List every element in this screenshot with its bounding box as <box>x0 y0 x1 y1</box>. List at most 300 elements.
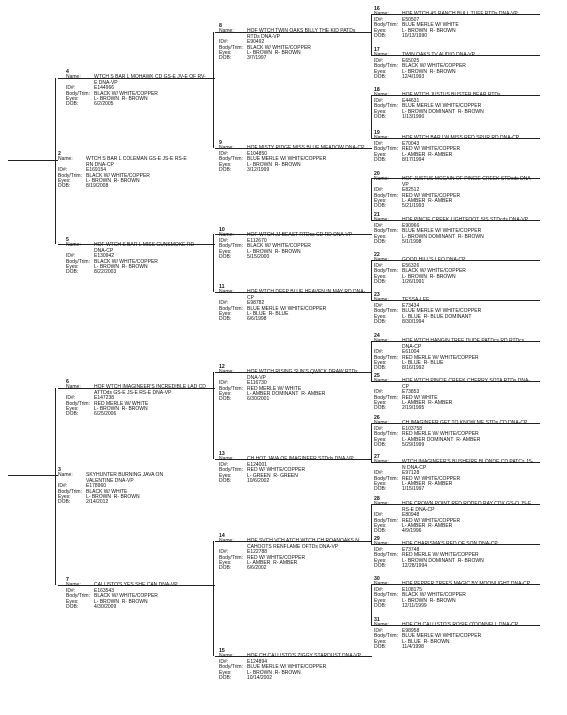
dog-name-value: HOF WTCH HANGIN TREE DUDE PATDcs RD RTDcs DNA-CP <box>402 338 525 350</box>
right-eye: R- BROWN <box>423 638 450 645</box>
left-eye: L- GREEN <box>247 472 274 479</box>
date-of-birth-value: 12/28/1994 <box>402 563 428 570</box>
date-of-birth-label: DOB: <box>374 644 387 651</box>
body-trim-value: BLACK W/ WHITE/COPPER <box>402 63 466 70</box>
dog-name-row <box>374 379 534 390</box>
registration-id-label: ID#: <box>374 16 384 23</box>
date-of-birth-label: DOB: <box>374 486 387 493</box>
dog-name-row <box>374 460 534 471</box>
right-eye: R- BROWN <box>121 264 148 271</box>
left-eye: L- AMBER DOMINANT <box>247 391 302 398</box>
date-of-birth-value: 5/15/2000 <box>247 254 270 261</box>
body-trim-value: RED W/ WHITE <box>402 394 438 401</box>
body-trim-value: BLACK W/ WHITE/COPPER <box>247 243 311 250</box>
body-trim-value: BLUE MERLE W/ WHITE/COPPER <box>402 228 482 235</box>
bracket-line <box>213 541 214 656</box>
dog-entry-2 <box>58 152 188 190</box>
position-number: 23 <box>374 292 380 298</box>
dog-entry-17 <box>374 48 534 80</box>
dog-name-label: Name: <box>374 581 389 588</box>
registration-id-label: ID#: <box>219 658 229 665</box>
date-of-birth-label: DOB: <box>374 74 387 81</box>
dog-name-row <box>374 502 534 513</box>
registration-id-label: ID#: <box>66 85 76 92</box>
bracket-line <box>371 178 372 220</box>
bracket-line <box>371 260 372 300</box>
dog-entry-10 <box>219 228 369 260</box>
right-eye: R- AMBER <box>456 436 481 443</box>
dog-name-value: SKYHUNTER BURNING JAVA ON VALENTINE DNA-VP <box>86 472 164 484</box>
dog-name-label: Name: <box>66 582 81 589</box>
registration-id-value: E73434 <box>402 302 420 309</box>
registration-id-value: E44631 <box>402 97 420 104</box>
bracket-line <box>371 341 372 381</box>
date-of-birth-row <box>219 566 369 571</box>
right-eye: R- BROWN <box>457 108 484 115</box>
dog-name-row <box>66 243 206 254</box>
body-trim-value: BLACK W/ WHITE <box>86 488 128 495</box>
dog-name-value: HOF JUSTUS MCCAIN OF PINCIE CREEK STDcds DNA-VP <box>402 176 533 188</box>
date-of-birth-value: 12/11/1999 <box>402 603 427 610</box>
eyes-label: Eyes: <box>374 360 387 367</box>
bracket-line <box>55 78 56 244</box>
registration-id-value: E124894 <box>247 658 268 665</box>
eyes-label: Eyes: <box>374 313 387 320</box>
registration-id-value: E103758 <box>402 425 423 432</box>
dog-name-row <box>219 29 369 40</box>
date-of-birth-row <box>219 479 369 484</box>
dog-name-label: Name: <box>374 257 389 264</box>
dog-name-value: CALLISTO'S YES SHE CAN DNA-VP <box>94 582 178 589</box>
position-number: 8 <box>219 23 222 29</box>
body-trim-label: Body/Trim: <box>58 488 82 495</box>
right-eye: R- BLUE DOMINANT <box>423 313 472 320</box>
position-number: 13 <box>219 451 225 457</box>
dog-name-value: HOF WTCH PINCIE CREEK CHERRY SOTA RTDs DNA-CP <box>402 378 530 390</box>
left-eye: L- AMBER <box>402 198 429 205</box>
left-eye: L- BLUE <box>402 638 424 645</box>
dog-name-label: Name: <box>58 472 73 479</box>
left-eye: L- BLUE <box>247 311 269 318</box>
position-number: 3 <box>58 467 61 473</box>
right-eye: R- AMBER <box>428 198 453 205</box>
dog-name-value: WTCH S BAR L MOHAWK CD GS-E JV-E OF RV-E DNA-VP <box>94 74 206 86</box>
eyes-label: Eyes: <box>219 560 232 567</box>
registration-id-value: E124001 <box>247 461 268 468</box>
dog-name-value: HOF CH CALLISTO'S ZIGGY STARDUST DNA-VP <box>247 653 361 660</box>
date-of-birth-label: DOB: <box>374 528 387 535</box>
dog-name-row <box>374 339 534 350</box>
right-eye: R- AMBER <box>428 523 453 530</box>
date-of-birth-value: 4/30/2009 <box>94 604 117 611</box>
registration-id-value: E90966 <box>402 222 420 229</box>
date-of-birth-value: 10/13/1990 <box>402 33 428 40</box>
body-trim-value: BLACK W/ WHITE/COPPER <box>402 592 466 599</box>
body-trim-label: Body/Trim: <box>219 467 243 474</box>
dog-entry-25 <box>374 374 534 412</box>
date-of-birth-label: DOB: <box>374 203 387 210</box>
dog-entry-6 <box>66 380 206 418</box>
eyes-label: Eyes: <box>374 638 387 645</box>
left-eye: L- BROWN <box>86 494 114 501</box>
registration-id-label: ID#: <box>374 389 384 396</box>
right-eye: R- BROWN <box>121 406 148 413</box>
body-trim-label: Body/Trim: <box>374 431 398 438</box>
left-eye: L- AMBER <box>402 481 429 488</box>
body-trim-value: BLUE MERLE W/ WHITE/COPPER <box>402 103 482 110</box>
eyes-label: Eyes: <box>374 597 387 604</box>
right-eye: R- AMBER <box>428 400 453 407</box>
date-of-birth-value: 4/9/1996 <box>402 528 422 535</box>
position-number: 18 <box>374 87 380 93</box>
body-trim-value: RED MERLE W/ WHITE/COPPER <box>402 354 479 361</box>
date-of-birth-row <box>219 56 369 61</box>
body-trim-label: Body/Trim: <box>374 633 398 640</box>
date-of-birth-label: DOB: <box>219 478 232 485</box>
body-trim-label: Body/Trim: <box>374 475 398 482</box>
right-eye: R- BROWN <box>113 178 140 185</box>
dog-entry-13 <box>219 452 369 484</box>
date-of-birth-value: 5/1/1998 <box>402 239 422 246</box>
bracket-line <box>213 32 214 148</box>
date-of-birth-row <box>219 317 369 322</box>
left-eye: L- BROWN <box>402 27 430 34</box>
dog-entry-3 <box>58 468 188 506</box>
registration-id-value: E50507 <box>402 16 420 23</box>
date-of-birth-row <box>374 564 534 569</box>
right-eye: R- BROWN <box>121 96 148 103</box>
body-trim-label: Body/Trim: <box>374 228 398 235</box>
bracket-line <box>213 372 214 459</box>
date-of-birth-value: 8/16/1992 <box>402 365 425 372</box>
eyes-label: Eyes: <box>374 198 387 205</box>
dog-name-row <box>66 75 206 86</box>
body-trim-value: BLUE MERLE W/ WHITE/COPPER <box>247 664 327 671</box>
dog-name-value: HOF PINCIE CREEK LIGHTFOOT SIS STDcds DNA-VP <box>402 217 529 224</box>
date-of-birth-row <box>374 158 534 163</box>
date-of-birth-label: DOB: <box>374 33 387 40</box>
right-eye: R- BROWN <box>274 248 301 255</box>
date-of-birth-label: DOB: <box>374 442 387 449</box>
position-number: 30 <box>374 576 380 582</box>
left-eye: L- BROWN <box>402 597 430 604</box>
right-eye: R- BROWN <box>121 598 148 605</box>
registration-id-label: ID#: <box>374 349 384 356</box>
dog-name-label: Name: <box>374 135 389 142</box>
date-of-birth-label: DOB: <box>58 499 71 506</box>
left-eye: L- BROWN DOMINANT <box>402 233 458 240</box>
dog-name-value: HOF MISTY RIDGE MISS BLUE MEADOW DNA-CP <box>247 145 365 152</box>
date-of-birth-row <box>58 500 188 505</box>
body-trim-label: Body/Trim: <box>374 146 398 153</box>
date-of-birth-row <box>66 270 206 275</box>
body-trim-label: Body/Trim: <box>66 258 90 265</box>
eyes-label: Eyes: <box>58 494 71 501</box>
body-trim-label: Body/Trim: <box>374 192 398 199</box>
date-of-birth-value: 2/14/2012 <box>86 499 109 506</box>
position-number: 11 <box>219 284 225 290</box>
date-of-birth-value: 8/22/2003 <box>94 269 117 276</box>
dog-name-label: Name: <box>219 456 234 463</box>
left-eye: L- AMBER <box>247 560 274 567</box>
date-of-birth-label: DOB: <box>219 316 232 323</box>
dog-entry-14 <box>219 534 369 572</box>
left-eye: L- BROWN <box>402 68 430 75</box>
date-of-birth-label: DOB: <box>374 239 387 246</box>
dog-name-row <box>58 157 188 168</box>
body-trim-label: Body/Trim: <box>374 394 398 401</box>
dog-name-value: HOF WTCH JJ BEAST RTDcs CD RD DNA-VP <box>247 232 353 239</box>
dog-name-label: Name: <box>219 28 234 35</box>
dog-entry-7 <box>66 578 206 610</box>
eyes-label: Eyes: <box>374 108 387 115</box>
eyes-label: Eyes: <box>374 400 387 407</box>
registration-id-value: E169154 <box>86 167 107 174</box>
position-number: 4 <box>66 69 69 75</box>
date-of-birth-label: DOB: <box>374 114 387 121</box>
date-of-birth-row <box>58 184 188 189</box>
body-trim-value: RED MERLE W/ WHITE <box>247 385 302 392</box>
dog-name-label: Name: <box>374 217 389 224</box>
eyes-label: Eyes: <box>219 472 232 479</box>
dog-name-row <box>219 370 369 381</box>
dog-name-label: Name: <box>219 232 234 239</box>
position-number: 28 <box>374 496 380 502</box>
body-trim-label: Body/Trim: <box>219 243 243 250</box>
bracket-line <box>8 160 58 161</box>
bracket-line <box>371 584 372 625</box>
registration-id-label: ID#: <box>219 549 229 556</box>
registration-id-label: ID#: <box>219 39 229 46</box>
registration-id-label: ID#: <box>66 395 76 402</box>
registration-id-value: E98782 <box>247 300 265 307</box>
right-eye: R- AMBER <box>428 481 453 488</box>
registration-id-label: ID#: <box>374 627 384 634</box>
registration-id-value: E61004 <box>402 349 420 356</box>
date-of-birth-value: 5/29/1999 <box>402 442 425 449</box>
position-number: 6 <box>66 379 69 385</box>
registration-id-label: ID#: <box>374 512 384 519</box>
date-of-birth-value: 1/26/1991 <box>402 279 425 286</box>
position-number: 17 <box>374 47 380 53</box>
left-eye: L- AMBER <box>402 523 429 530</box>
dog-entry-4 <box>66 70 206 108</box>
body-trim-value: RED MERLE W/ WHITE <box>94 400 149 407</box>
date-of-birth-row <box>66 412 206 417</box>
position-number: 29 <box>374 536 380 542</box>
registration-id-label: ID#: <box>374 187 384 194</box>
dog-name-row <box>66 385 206 396</box>
registration-id-value: E80948 <box>402 512 420 519</box>
bracket-line <box>55 388 56 585</box>
dog-name-label: Name: <box>219 538 234 545</box>
registration-id-label: ID#: <box>374 222 384 229</box>
body-trim-label: Body/Trim: <box>374 308 398 315</box>
registration-id-value: E144966 <box>94 85 115 92</box>
date-of-birth-value: 6/6/2002 <box>247 565 267 572</box>
dog-name-label: Name: <box>58 156 73 163</box>
position-number: 2 <box>58 151 61 157</box>
date-of-birth-value: 3/12/1999 <box>247 167 270 174</box>
dog-name-label: Name: <box>219 145 234 152</box>
bracket-line <box>371 504 372 544</box>
date-of-birth-row <box>374 75 534 80</box>
right-eye: R- BROWN <box>274 50 301 57</box>
dog-name-value: HOF WTCH 4S RANCH BULL TUFF RTDs DNA-VP <box>402 11 518 18</box>
date-of-birth-label: DOB: <box>374 279 387 286</box>
dog-name-value: HOF WTCH S BAR L MISS GUNSMOKE RD DNA-CP <box>94 242 195 254</box>
registration-id-value: E112670 <box>247 237 267 244</box>
date-of-birth-value: 2/19/1995 <box>402 405 425 412</box>
body-trim-value: RED MERLE W/ WHITE/COPPER <box>402 431 479 438</box>
registration-id-label: ID#: <box>374 302 384 309</box>
dog-name-label: Name: <box>374 176 389 183</box>
dog-name-value: TESSA-LEE <box>402 297 430 304</box>
position-number: 24 <box>374 333 380 339</box>
body-trim-value: BLACK W/ WHITE/COPPER <box>402 268 466 275</box>
left-eye: L- BROWN <box>247 161 275 168</box>
position-number: 22 <box>374 252 380 258</box>
position-number: 7 <box>66 577 69 583</box>
date-of-birth-label: DOB: <box>374 563 387 570</box>
date-of-birth-label: DOB: <box>219 396 232 403</box>
position-number: 27 <box>374 454 380 460</box>
eyes-label: Eyes: <box>219 161 232 168</box>
registration-id-label: ID#: <box>374 425 384 432</box>
date-of-birth-row <box>66 102 206 107</box>
dog-name-value: HOF WTCH BAR LW MISS RED SPUR RD DNA-CP <box>402 135 520 142</box>
registration-id-value: E82512 <box>402 187 420 194</box>
left-eye: L- BROWN <box>402 273 430 280</box>
body-trim-value: BLACK W/ WHITE/COPPER <box>247 44 311 51</box>
date-of-birth-row <box>374 529 534 534</box>
left-eye: L- BROWN <box>94 96 122 103</box>
dog-entry-30 <box>374 577 534 609</box>
dog-name-row <box>374 177 534 188</box>
date-of-birth-label: DOB: <box>219 254 232 261</box>
body-trim-value: BLUE MERLE W/ WHITE/COPPER <box>247 305 327 312</box>
registration-id-label: ID#: <box>219 150 229 157</box>
date-of-birth-value: 8/30/1994 <box>402 319 425 326</box>
body-trim-label: Body/Trim: <box>374 592 398 599</box>
eyes-label: Eyes: <box>66 264 79 271</box>
registration-id-label: ID#: <box>219 300 229 307</box>
registration-id-label: ID#: <box>374 470 384 477</box>
registration-id-value: E90492 <box>247 39 265 46</box>
dog-name-label: Name: <box>374 11 389 18</box>
right-eye: R- BLUE <box>423 360 444 367</box>
body-trim-label: Body/Trim: <box>374 63 398 70</box>
registration-id-label: ID#: <box>374 262 384 269</box>
bracket-line <box>371 14 372 55</box>
left-eye: L- BROWN <box>247 669 275 676</box>
dog-name-label: Name: <box>66 74 81 81</box>
registration-id-label: ID#: <box>219 461 229 468</box>
position-number: 26 <box>374 415 380 421</box>
dog-name-value: HOF WTCH DEEP BLUE HEAVEN IN MAY RD DNA-CP <box>247 289 366 301</box>
date-of-birth-row <box>374 406 534 411</box>
date-of-birth-label: DOB: <box>374 405 387 412</box>
dog-name-label: Name: <box>374 92 389 99</box>
dog-entry-11 <box>219 285 369 323</box>
dog-entry-23 <box>374 293 534 325</box>
body-trim-label: Body/Trim: <box>66 90 90 97</box>
date-of-birth-row <box>374 487 534 492</box>
date-of-birth-label: DOB: <box>66 604 79 611</box>
left-eye: L- BROWN DOMINANT <box>402 557 458 564</box>
right-eye: R- BROWN <box>429 273 456 280</box>
eyes-label: Eyes: <box>219 391 232 398</box>
date-of-birth-row <box>66 605 206 610</box>
date-of-birth-row <box>219 397 369 402</box>
right-eye: R- BROWN <box>457 557 484 564</box>
bracket-line <box>8 475 58 476</box>
dog-name-label: Name: <box>374 622 389 629</box>
date-of-birth-row <box>374 320 534 325</box>
dog-name-label: Name: <box>374 297 389 304</box>
date-of-birth-value: 11/4/1998 <box>402 644 424 651</box>
registration-id-label: ID#: <box>219 380 229 387</box>
date-of-birth-label: DOB: <box>66 101 79 108</box>
body-trim-label: Body/Trim: <box>374 22 398 29</box>
position-number: 16 <box>374 6 380 12</box>
left-eye: L- BROWN <box>94 598 122 605</box>
eyes-label: Eyes: <box>219 669 232 676</box>
body-trim-label: Body/Trim: <box>219 305 243 312</box>
dog-name-label: Name: <box>374 338 389 345</box>
date-of-birth-value: 1/15/1997 <box>402 486 425 493</box>
eyes-label: Eyes: <box>219 248 232 255</box>
bracket-line <box>371 95 372 138</box>
date-of-birth-row <box>374 34 534 39</box>
date-of-birth-value: 8/19/2008 <box>86 183 109 190</box>
position-number: 9 <box>219 140 222 146</box>
bracket-line <box>213 234 214 292</box>
right-eye: R- GREEN <box>273 472 298 479</box>
registration-id-value: E130942 <box>94 253 115 260</box>
date-of-birth-label: DOB: <box>219 55 232 62</box>
date-of-birth-value: 5/21/1993 <box>402 203 425 210</box>
body-trim-value: BLUE MERLE W/ WHITE/COPPER <box>402 308 482 315</box>
dog-entry-8 <box>219 24 369 62</box>
dog-name-value: HOF SVCH VCH ATCH WTCH CH ROANOAKS N CAHOOTS RENFLAME OFTDs DNA-VP <box>247 538 359 550</box>
dog-name-value: CH IMAGINEER GET TO KNOW ME STDs CD DNA-CP <box>402 420 528 427</box>
position-number: 14 <box>219 533 225 539</box>
registration-id-label: ID#: <box>374 97 384 104</box>
registration-id-value: E56326 <box>402 262 420 269</box>
body-trim-label: Body/Trim: <box>219 385 243 392</box>
date-of-birth-label: DOB: <box>58 183 71 190</box>
bracket-line <box>371 423 372 462</box>
dog-name-label: Name: <box>374 501 389 508</box>
registration-id-value: E108175 <box>402 586 423 593</box>
body-trim-value: BLACK W/ WHITE/COPPER <box>94 90 158 97</box>
left-eye: L- BROWN <box>247 248 275 255</box>
dog-name-label: Name: <box>374 541 389 548</box>
body-trim-value: BLUE MERLE W/ WHITE/COPPER <box>402 633 482 640</box>
registration-id-value: E147238 <box>94 395 115 402</box>
dog-name-value: CH HOT JAVA OF IMAGINEER STDds DNA-VP <box>247 456 354 463</box>
left-eye: L- BLUE <box>402 360 424 367</box>
eyes-label: Eyes: <box>374 27 387 34</box>
dog-entry-26 <box>374 416 534 448</box>
date-of-birth-row <box>219 676 369 681</box>
date-of-birth-label: DOB: <box>219 565 232 572</box>
date-of-birth-label: DOB: <box>374 603 387 610</box>
registration-id-value: E73748 <box>402 546 420 553</box>
dog-name-value: HOF WTCH TWIN OAKS BILLY THE KID PATDs RTDs DNA-VP <box>247 28 356 40</box>
left-eye: L- AMBER <box>402 400 429 407</box>
